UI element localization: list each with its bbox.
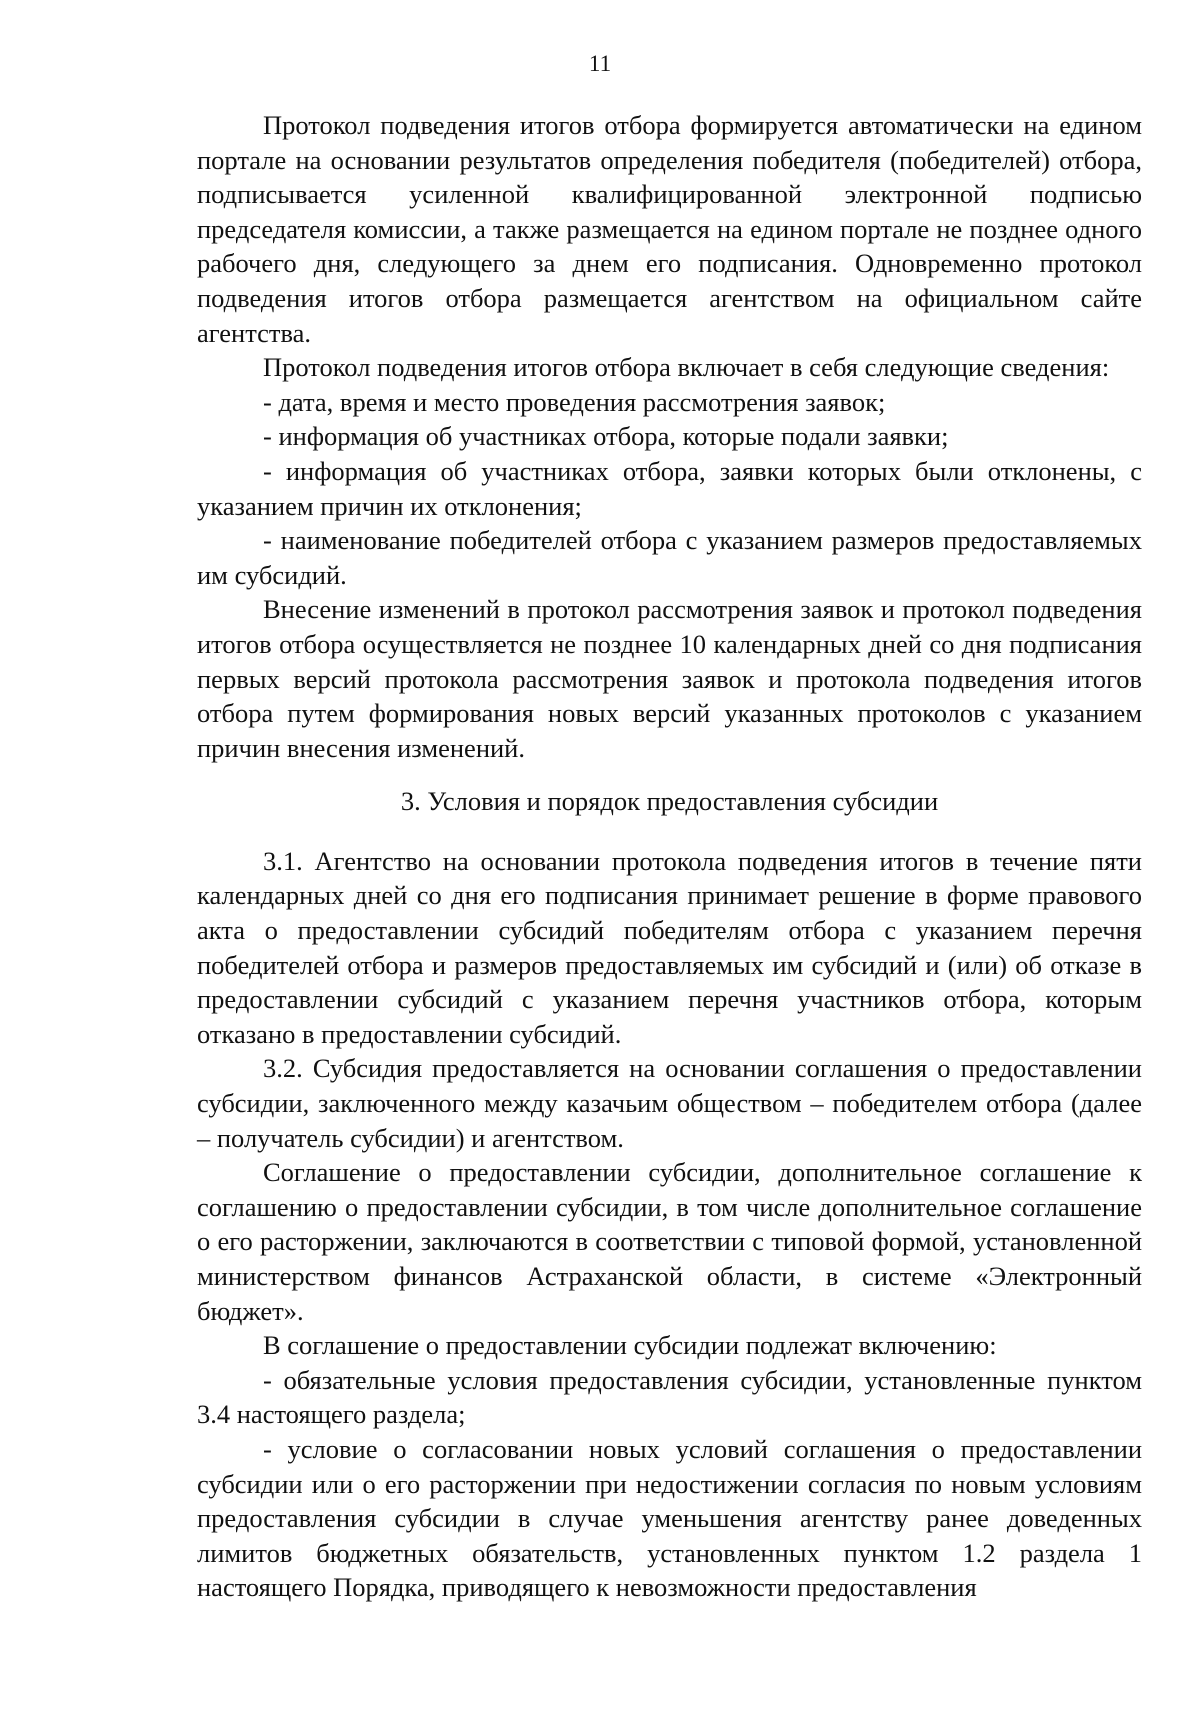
list-item-new-conditions: - условие о согласовании новых условий соглашения о предоставлении субсидии или о его расторжении при недостижении согласия по новым условиям предоставления субсидии в случае уменьшения агентству ранее доведенных лимитов бюджетных обязательств, установленных пунктом 1.2 раздела 1 настоящего Порядка, приводящего к невозможности предоставления [197,1433,1142,1603]
list-item-applicants-info: - информация об участниках отбора, которые подали заявки; [263,421,949,452]
paragraph-3-2: 3.2. Субсидия предоставляется на основании соглашения о предоставлении субсидии, заключенного между казачьим обществом – победителем отбора (далее – получатель субсидии) и агентством. [197,1053,1142,1153]
paragraph-protocol-changes: Внесение изменений в протокол рассмотрения заявок и протокол подведения итогов отбора осуществляется не позднее 10 календарных дней со дня подписания первых версий протокола рассмотрения заявок и протокола подведения итогов отбора путем формирования новых версий указанных протоколов с указанием причин внесения изменений. [197,594,1142,763]
page-number: 11 [588,51,612,76]
document-body [197,108,1142,1605]
list-item-date-time-place: - дата, время и место проведения рассмотрения заявок; [263,386,886,417]
list-item-rejected-info: - информация об участниках отбора, заявки которых были отклонены, с указанием причин их отклонения; [197,455,1142,521]
paragraph-agreement-form: Соглашение о предоставлении субсидии, дополнительное соглашение к соглашению о предоставлении субсидии, в том числе дополнительное соглашение о его расторжении, заключаются в соответствии с типовой формой, установленной министерством финансов Астраханской области, в системе «Электронный бюджет». [197,1157,1142,1326]
paragraph-protocol-formation: Протокол подведения итогов отбора формируется автоматически на едином портале на основании результатов определения победителя (победителей) отбора, подписывается усиленной квалифицированной электронной подписью председателя комиссии, а также размещается на едином портале не позднее одного рабочего дня, следующего за днем его подписания. Одновременно протокол подведения итогов отбора размещается агентством на официальном сайте агентства. [197,110,1142,348]
paragraph-protocol-contents: Протокол подведения итогов отбора включает в себя следующие сведения: [263,352,1110,383]
paragraph-3-1: 3.1. Агентство на основании протокола подведения итогов в течение пяти календарных дней со дня его подписания принимает решение в форме правового акта о предоставлении субсидий победителям отбора с указанием перечня победителей отбора и размеров предоставляемых им субсидий и (или) об отказе в предоставлении субсидий с указанием перечня участников отбора, которым отказано в предоставлении субсидий. [197,845,1142,1049]
list-item-mandatory-conditions: - обязательные условия предоставления субсидии, установленные пунктом 3.4 настоящего раздела; [197,1364,1142,1430]
list-item-winners-names: - наименование победителей отбора с указанием размеров предоставляемых им субсидий. [197,525,1142,590]
section-heading: 3. Условия и порядок предоставления субсидии [400,786,939,817]
paragraph-agreement-inclusions: В соглашение о предоставлении субсидии подлежат включению: [263,1330,997,1361]
